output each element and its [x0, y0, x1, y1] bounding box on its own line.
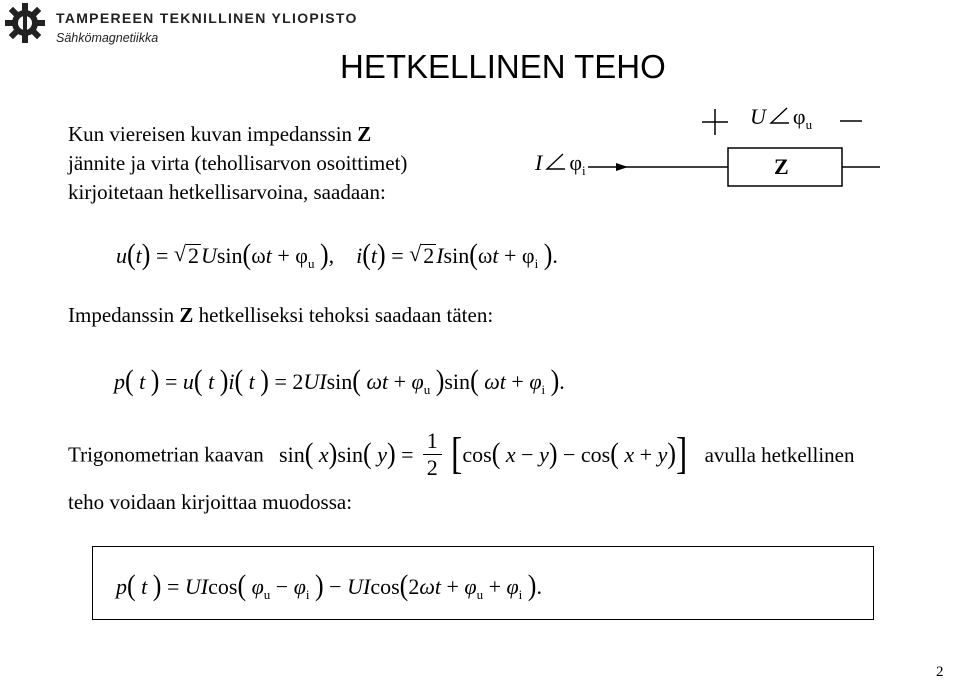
page-number: 2 — [936, 664, 944, 680]
text-line-teho: teho voidaan kirjoittaa muodossa: — [68, 490, 353, 514]
intro-paragraph — [68, 120, 407, 207]
current-label: I $\varphi_i$ — [535, 150, 586, 178]
gear-logo-icon — [4, 2, 46, 44]
impedance-power-text: Impedanssin Z hetkelliseksi tehoksi saadaan täten: — [68, 303, 494, 327]
current-arrow-icon — [616, 163, 628, 171]
trig-identity-line: Trigonometrian kaavan sin( x)sin( y) = $\frac{1}{2}$ [cos( x − y) − cos( x + y)] avulla hetkellinen — [68, 428, 855, 480]
department-name: Sähkömagnetiikka — [56, 31, 159, 45]
equation-instantaneous-power: p( t ) = u( t )i( t ) = 2UIsin( $\omega t + \varphi_u$ )sin( $\omega t + \varphi_i$ ). — [114, 363, 565, 398]
impedance-label: Z — [774, 154, 789, 179]
logo — [4, 2, 46, 44]
equation-power-result: p( t ) = UIcos( $\varphi_u - \varphi_i$ ) − $UIcos(2\omega t + \varphi_u + \varphi_i$ ). — [116, 568, 542, 603]
trig-identity-formula: sin( x)sin( y) = — [279, 436, 414, 471]
one-half-fraction: $\frac{1}{2}$ — [423, 428, 442, 481]
slide-title: HETKELLINEN TEHO — [340, 48, 666, 85]
equation-voltage-current: $u(t) = √2Usin(\omega t + \varphi_u$ ), $i(t) = √2Isin(\omega t + \varphi_i$ ). — [116, 237, 558, 272]
intro-line-2: jännite ja virta (tehollisarvon osoittimet) — [68, 151, 408, 175]
voltage-label: U $\varphi_u$ — [750, 104, 813, 132]
intro-line-3: kirjoitetaan hetkellisarvoina, saadaan: — [68, 180, 386, 204]
angle-icon — [769, 107, 791, 125]
intro-line-1: Kun viereisen kuvan impedanssin Z — [68, 122, 372, 146]
university-name: TAMPEREEN TEKNILLINEN YLIOPISTO — [56, 10, 358, 26]
angle-icon — [545, 153, 567, 171]
